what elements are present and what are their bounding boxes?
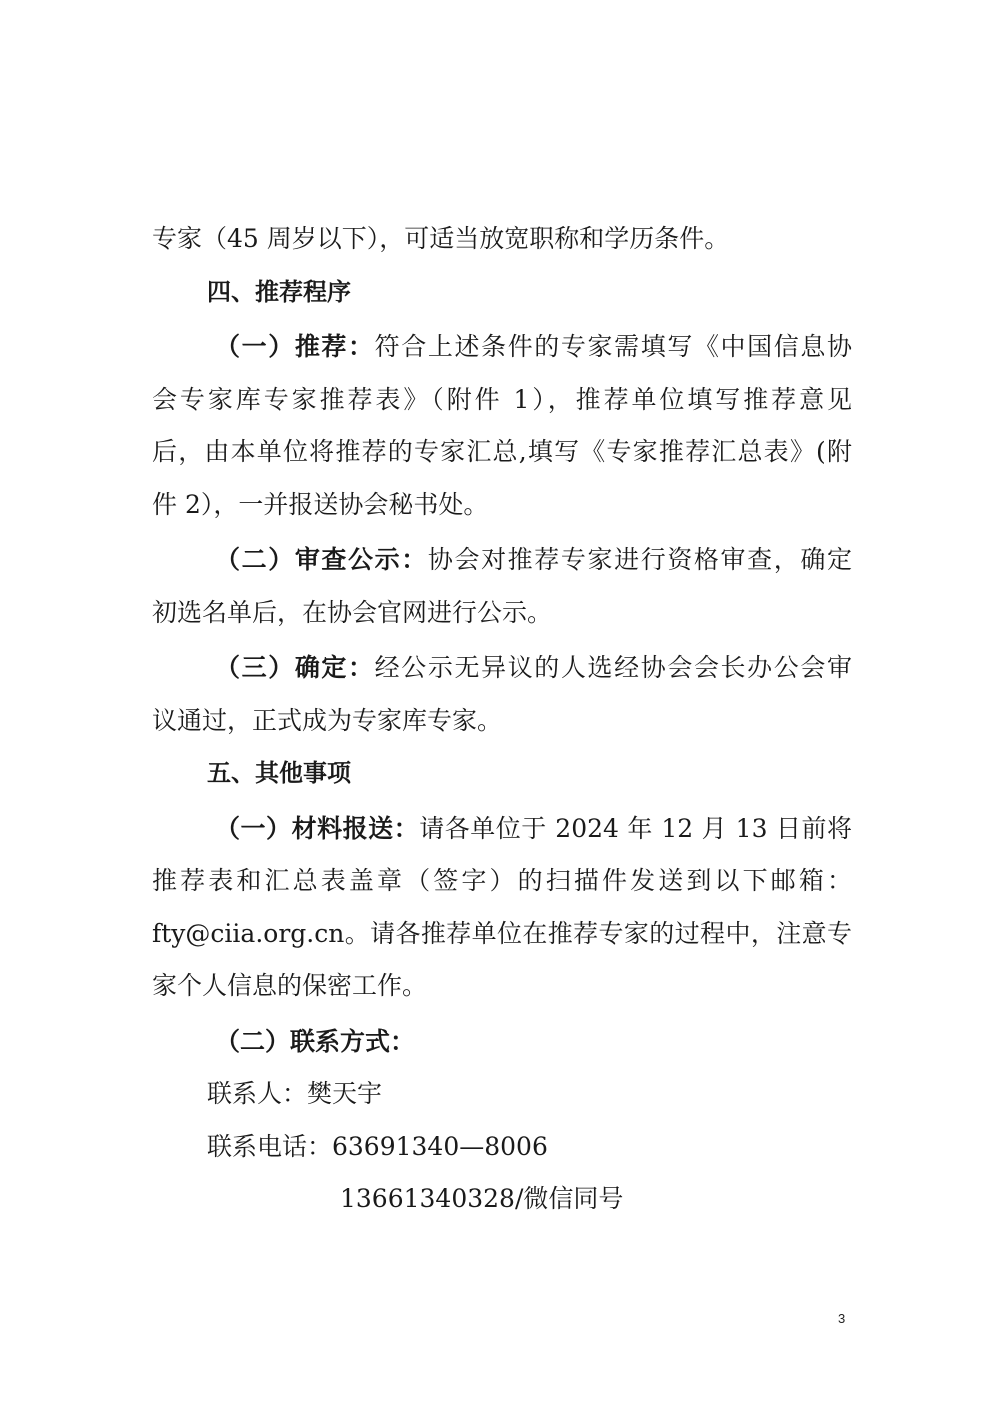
text-line: 件 2），一并报送协会秘书处。 xyxy=(152,489,489,519)
text-line: 符合上述条件的专家需填写《中国信息协 xyxy=(374,332,852,361)
contact-phone: 联系电话：63691340—8006 xyxy=(207,1131,548,1161)
paragraph-materials xyxy=(152,803,852,856)
paragraph-lead: （三）确定： xyxy=(215,653,375,682)
paragraph-lead: （一）推荐： xyxy=(215,332,375,361)
text-line: 会专家库专家推荐表》（附件 1），推荐单位填写推荐意见 xyxy=(152,384,852,414)
page-number: 3 xyxy=(838,1311,846,1326)
text-line: 议通过，正式成为专家库专家。 xyxy=(152,705,503,735)
contact-person: 联系人：樊天宇 xyxy=(207,1079,383,1108)
paragraph-lead: （二）审查公示： xyxy=(215,545,428,574)
paragraph-confirm xyxy=(152,642,852,695)
contact-mobile: 13661340328/微信同号 xyxy=(340,1184,624,1213)
text-line: 家个人信息的保密工作。 xyxy=(152,971,428,1000)
paragraph-lead: （一）材料报送： xyxy=(215,813,420,843)
section-heading-4: 四、推荐程序 xyxy=(207,277,351,306)
email-line: fty@ciia.org.cn。请各推荐单位在推荐专家的过程中，注意专 xyxy=(152,918,852,948)
paragraph-continuation xyxy=(152,213,852,266)
section-heading-5: 五、其他事项 xyxy=(207,759,351,787)
text-line: 经公示无异议的人选经协会会长办公会审 xyxy=(374,653,852,682)
text-line: 初选名单后，在协会官网进行公示。 xyxy=(152,597,553,627)
paragraph-recommend xyxy=(152,321,852,374)
text-line: 协会对推荐专家进行资格审查，确定 xyxy=(427,545,852,574)
paragraph-contact xyxy=(152,1016,852,1069)
paragraph-lead: （二）联系方式： xyxy=(215,1026,416,1056)
document-body xyxy=(152,213,852,1226)
paragraph-review xyxy=(152,534,852,587)
text-line: 请各单位于 2024 年 12 月 13 日前将 xyxy=(419,813,852,843)
text-line: 专家（45 周岁以下），可适当放宽职称和学历条件。 xyxy=(152,224,730,253)
text-line: 推荐表和汇总表盖章（签字）的扫描件发送到以下邮箱： xyxy=(152,866,852,895)
text-line: 后，由本单位将推荐的专家汇总,填写《专家推荐汇总表》(附 xyxy=(152,437,852,466)
